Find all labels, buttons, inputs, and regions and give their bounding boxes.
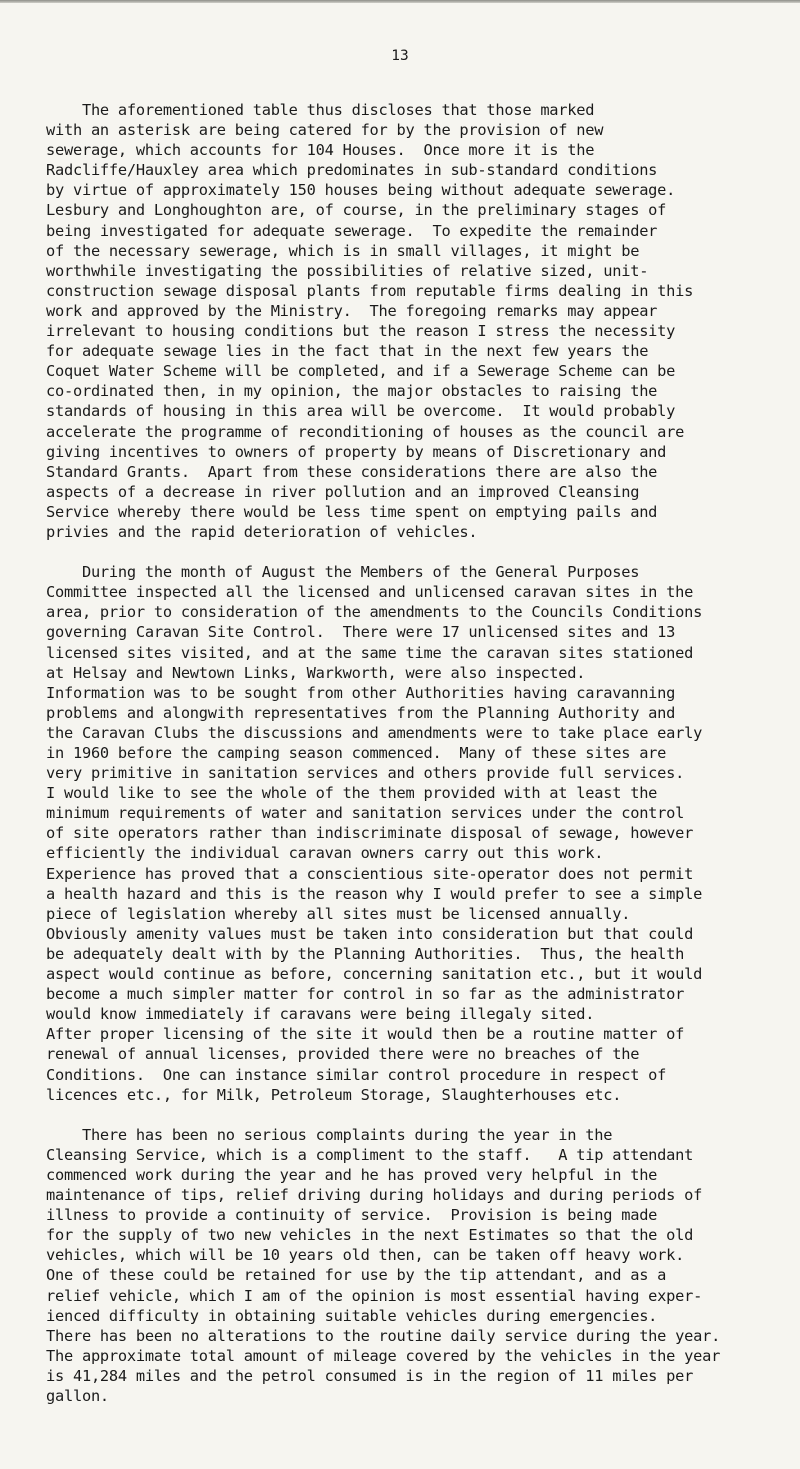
document-body <box>46 100 798 1426</box>
text-line: of the necessary sewerage, which is in small villages, it might be <box>46 241 640 260</box>
text-line: The aforementioned table thus discloses that those marked <box>46 101 595 119</box>
text-line: The approximate total amount of mileage covered by the vehicles in the year <box>46 1346 721 1365</box>
text-line: relief vehicle, which I am of the opinion is most essential having exper- <box>46 1286 703 1305</box>
text-line: for adequate sewage lies in the fact that in the next few years the <box>46 342 649 361</box>
text-line: standards of housing in this area will be overcome. It would probably <box>46 402 676 421</box>
text-line: become a much simpler matter for control in so far as the administrator <box>46 985 685 1004</box>
text-line: being investigated for adequate sewerage. To expedite the remainder <box>46 221 658 240</box>
text-line: very primitive in sanitation services and others provide full services. <box>46 764 685 783</box>
text-line: Obviously amenity values must be taken into consideration but that could <box>46 924 694 943</box>
text-line: illness to provide a continuity of service. Provision is being made <box>46 1206 658 1225</box>
text-line: for the supply of two new vehicles in the next Estimates so that the old <box>46 1226 694 1245</box>
text-line: privies and the rapid deterioration of vehicles. <box>46 522 478 541</box>
text-line: governing Caravan Site Control. There were 17 unlicensed sites and 13 <box>46 623 676 642</box>
text-line: giving incentives to owners of property by means of Discretionary and <box>46 442 667 461</box>
text-line: Committee inspected all the licensed and unlicensed caravan sites in the <box>46 583 694 602</box>
text-line: maintenance of tips, relief driving during holidays and during periods of <box>46 1186 703 1205</box>
text-line: Radcliffe/Hauxley area which predominates in sub-standard conditions <box>46 161 658 180</box>
text-line: co-ordinated then, in my opinion, the major obstacles to raising the <box>46 382 658 401</box>
text-line: by virtue of approximately 150 houses being without adequate sewerage. <box>46 181 676 200</box>
text-line: minimum requirements of water and sanitation services under the control <box>46 804 685 823</box>
paragraph-cleansing-service <box>46 1125 798 1406</box>
text-line: a health hazard and this is the reason why I would prefer to see a simple <box>46 884 703 903</box>
text-line: work and approved by the Ministry. The foregoing remarks may appear <box>46 301 658 320</box>
text-line: vehicles, which will be 10 years old then, can be taken off heavy work. <box>46 1246 685 1265</box>
text-line: Information was to be sought from other Authorities having caravanning <box>46 683 676 702</box>
text-line: I would like to see the whole of the them provided with at least the <box>46 784 658 803</box>
text-line: During the month of August the Members of the General Purposes <box>46 563 640 582</box>
text-line: problems and alongwith representatives from the Planning Authority and <box>46 703 676 722</box>
text-line: licensed sites visited, and at the same time the caravan sites stationed <box>46 643 694 662</box>
page-top-edge <box>0 0 800 3</box>
text-line: efficiently the individual caravan owners carry out this work. <box>46 844 604 863</box>
text-line: worthwhile investigating the possibilities of relative sized, unit- <box>46 261 649 280</box>
text-line: area, prior to consideration of the amendments to the Councils Conditions <box>46 603 703 622</box>
text-line: aspect would continue as before, concerning sanitation etc., but it would <box>46 965 703 984</box>
text-line: There has been no serious complaints during the year in the <box>46 1125 613 1144</box>
text-line: sewerage, which accounts for 104 Houses. Once more it is the <box>46 141 595 160</box>
text-line: Service whereby there would be less time spent on emptying pails and <box>46 502 658 521</box>
text-line: irrelevant to housing conditions but the reason I stress the necessity <box>46 322 676 341</box>
text-line: of site operators rather than indiscriminate disposal of sewage, however <box>46 824 694 843</box>
paragraph-caravan-sites <box>46 562 798 1105</box>
text-line: construction sewage disposal plants from reputable firms dealing in this <box>46 281 694 300</box>
paragraph-sewerage <box>46 100 798 542</box>
text-line: aspects of a decrease in river pollution and an improved Cleansing <box>46 482 640 501</box>
text-line: Standard Grants. Apart from these considerations there are also the <box>46 462 658 481</box>
text-line: Coquet Water Scheme will be completed, and if a Sewerage Scheme can be <box>46 362 676 381</box>
text-line: licences etc., for Milk, Petroleum Storage, Slaughterhouses etc. <box>46 1085 622 1104</box>
text-line: Lesbury and Longhoughton are, of course, in the preliminary stages of <box>46 201 667 220</box>
text-line: After proper licensing of the site it would then be a routine matter of <box>46 1025 685 1044</box>
page-number: 13 <box>391 48 409 64</box>
text-line: the Caravan Clubs the discussions and amendments were to take place early <box>46 723 703 742</box>
text-line: renewal of annual licenses, provided there were no breaches of the <box>46 1045 640 1064</box>
text-line: would know immediately if caravans were being illegaly sited. <box>46 1005 595 1024</box>
text-line: commenced work during the year and he has proved very helpful in the <box>46 1165 658 1184</box>
text-line: accelerate the programme of reconditioning of houses as the council are <box>46 422 685 441</box>
text-line: Cleansing Service, which is a compliment to the staff. A tip attendant <box>46 1145 694 1164</box>
text-line: Experience has proved that a conscientious site-operator does not permit <box>46 864 694 883</box>
text-line: in 1960 before the camping season commenced. Many of these sites are <box>46 744 667 762</box>
text-line: ienced difficulty in obtaining suitable vehicles during emergencies. <box>46 1306 658 1325</box>
text-line: gallon. <box>46 1387 109 1405</box>
text-line: is 41,284 miles and the petrol consumed is in the region of 11 miles per <box>46 1366 694 1385</box>
text-line: at Helsay and Newtown Links, Warkworth, were also inspected. <box>46 663 586 682</box>
text-line: Conditions. One can instance similar control procedure in respect of <box>46 1065 667 1084</box>
text-line: piece of legislation whereby all sites must be licensed annually. <box>46 904 631 923</box>
text-line: with an asterisk are being catered for by the provision of new <box>46 121 604 140</box>
text-line: be adequately dealt with by the Planning Authorities. Thus, the health <box>46 944 685 963</box>
text-line: There has been no alterations to the routine daily service during the year. <box>46 1326 721 1345</box>
text-line: One of these could be retained for use by the tip attendant, and as a <box>46 1266 667 1285</box>
